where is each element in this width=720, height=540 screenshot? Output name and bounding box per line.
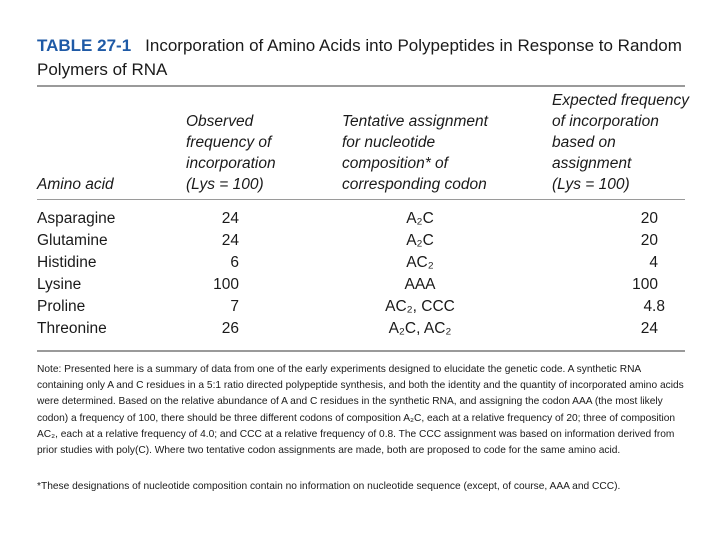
cell-expected: 100 xyxy=(632,276,658,293)
cell-observed: 26 xyxy=(221,320,239,337)
cell-assignment: A₂C xyxy=(406,210,434,227)
table-row xyxy=(0,252,720,274)
cell-amino-acid: Threonine xyxy=(37,320,107,337)
cell-observed: 7 xyxy=(230,298,239,315)
cell-expected: 20 xyxy=(640,232,658,249)
cell-amino-acid: Proline xyxy=(37,298,86,315)
table-note: Note: Presented here is a summary of data from one of the early experiments designed to elucidate the genetic code. A synthetic RNA containing only A and C residues in a 5:1 ratio directed polypeptide synthesis, and both the identity and the quantity of incorporated amino acids were determined. Based on the relative abundance of A and C residues in the synthetic RNA, and assigning the codon AAA (the most likely codon) a frequency of 100, there should be three different codons of composition A₂C, each at a relative frequency of 20; three of composition AC₂, each at a relative frequency of 4.0; and CCC at a relative frequency of 0.8. The CCC assignment was based on information derived from prior studies with poly(C). Where two tentative codon assignments are made, both are proposed to code for the same amino acid. xyxy=(37,364,684,457)
header-expected-line: assignment xyxy=(552,155,632,172)
header-tentative-line: corresponding codon xyxy=(342,176,487,193)
cell-expected: 20 xyxy=(640,210,658,227)
cell-observed: 100 xyxy=(213,276,239,293)
cell-expected: 24 xyxy=(640,320,658,337)
cell-assignment: A₂C xyxy=(406,232,434,249)
cell-amino-acid: Glutamine xyxy=(37,232,108,249)
table-title xyxy=(37,34,697,82)
table-row xyxy=(0,274,720,296)
header-expected-line: Expected frequency xyxy=(552,92,690,109)
table-row xyxy=(0,296,720,318)
table-row xyxy=(0,230,720,252)
table-row xyxy=(0,208,720,230)
cell-assignment: AC₂, CCC xyxy=(385,298,455,315)
header-expected-line: based on xyxy=(552,134,616,151)
cell-expected: 4.8 xyxy=(643,298,665,315)
header-tentative xyxy=(342,111,488,195)
table-footnote: *These designations of nucleotide composition contain no information on nucleotide sequence (except, of course, AAA and CCC). xyxy=(37,481,621,492)
header-expected-line: (Lys = 100) xyxy=(552,176,630,193)
cell-expected: 4 xyxy=(649,254,658,271)
bottom-rule xyxy=(37,350,685,352)
header-observed-line: incorporation xyxy=(186,155,276,172)
cell-assignment: AC₂ xyxy=(406,254,434,271)
header-tentative-line: for nucleotide xyxy=(342,134,436,151)
cell-amino-acid: Histidine xyxy=(37,254,97,271)
header-observed-line: frequency of xyxy=(186,134,272,151)
header-expected-line: of incorporation xyxy=(552,113,659,130)
top-rule xyxy=(37,85,685,87)
table-row xyxy=(0,318,720,340)
header-observed xyxy=(186,111,276,195)
cell-amino-acid: Lysine xyxy=(37,276,82,293)
cell-assignment: A₂C, AC₂ xyxy=(388,320,452,337)
header-amino-acid: Amino acid xyxy=(37,176,114,193)
cell-observed: 24 xyxy=(221,210,239,227)
header-observed-line: (Lys = 100) xyxy=(186,176,264,193)
header-tentative-line: composition* of xyxy=(342,155,448,172)
cell-observed: 24 xyxy=(221,232,239,249)
header-expected xyxy=(552,90,689,195)
table-label: TABLE 27-1 xyxy=(37,36,132,55)
table-title-text: Incorporation of Amino Acids into Polypeptides in Response to Random Polymers of RNA xyxy=(37,36,682,79)
header-tentative-line: Tentative assignment xyxy=(342,113,488,130)
header-rule xyxy=(37,199,685,200)
header-observed-line: Observed xyxy=(186,113,254,130)
cell-assignment: AAA xyxy=(404,276,436,293)
cell-observed: 6 xyxy=(230,254,239,271)
cell-amino-acid: Asparagine xyxy=(37,210,116,227)
